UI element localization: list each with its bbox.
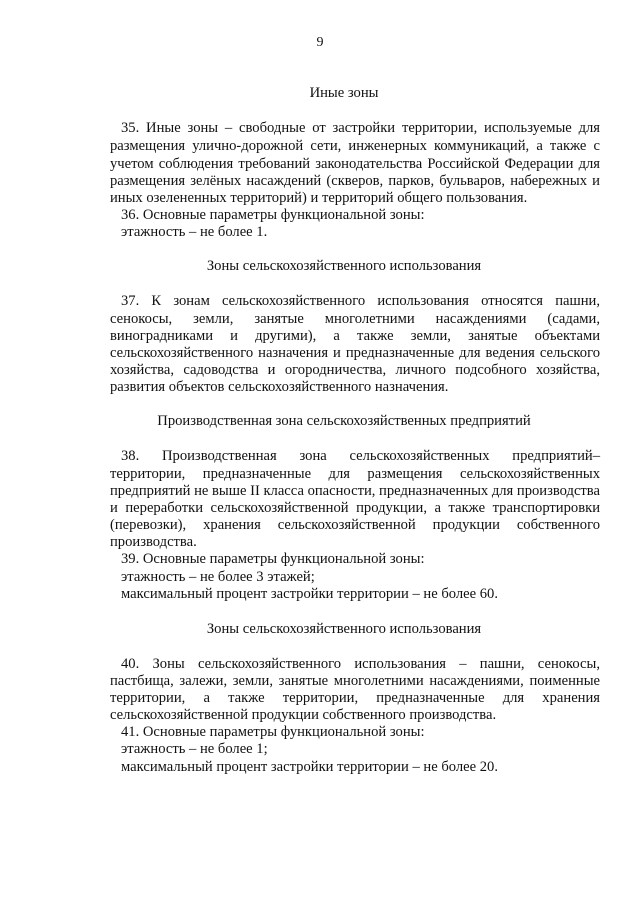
text-line: учетом соблюдения требований законодательства Российской Федерации для	[110, 156, 600, 172]
text-line: предприятий не выше II класса опасности, предназначенных для производства	[110, 483, 600, 499]
text-line: 38. Производственная зона сельскохозяйственных предприятий–	[121, 448, 600, 464]
text-line: максимальный процент застройки территории – не более 60.	[121, 586, 498, 602]
section-heading: Зоны сельскохозяйственного использования	[206, 621, 482, 637]
text-line: сельскохозяйственного назначения и предназначенные для ведения сельского	[110, 345, 600, 361]
text-line: максимальный процент застройки территории – не более 20.	[121, 759, 498, 775]
text-line: размещения улично-дорожной сети, инженерных коммуникаций, а также с	[110, 138, 600, 154]
text-line: 41. Основные параметры функциональной зоны:	[121, 724, 425, 740]
text-line: сенокосы, земли, занятые многолетними насаждениями (садами,	[110, 311, 600, 327]
text-line: 39. Основные параметры функциональной зоны:	[121, 551, 425, 567]
text-line: этажность – не более 1.	[121, 224, 268, 240]
text-line: развития объектов сельскохозяйственного назначения.	[110, 379, 449, 395]
section-heading: Зоны сельскохозяйственного использования	[206, 258, 482, 274]
text-line: этажность – не более 1;	[121, 741, 268, 757]
text-line: пастбища, залежи, земли, занятые многолетними насаждениями, поименные	[110, 673, 600, 689]
text-line: 37. К зонам сельскохозяйственного использования относятся пашни,	[121, 293, 600, 309]
text-line: производства.	[110, 534, 197, 550]
section-heading: Производственная зона сельскохозяйственных предприятий	[157, 413, 531, 429]
text-line: 40. Зоны сельскохозяйственного использования – пашни, сенокосы,	[121, 656, 600, 672]
text-line: (перевозки), хранения сельскохозяйственной продукции собственного	[110, 517, 600, 533]
text-line: сельскохозяйственной продукции собственного производства.	[110, 707, 497, 723]
text-line: размещения зелёных насаждений (скверов, парков, бульваров, набережных и	[110, 173, 600, 189]
text-line: хозяйства, садоводства и огородничества, личного подсобного хозяйства,	[110, 362, 600, 378]
text-line: этажность – не более 3 этажей;	[121, 569, 315, 585]
text-line: иных озелененных территорий) и территорий общего пользования.	[110, 190, 528, 206]
text-line: и переработки сельскохозяйственной продукции, а также транспортировки	[110, 500, 600, 516]
text-line: 35. Иные зоны – свободные от застройки территории, используемые для	[121, 120, 600, 136]
text-line: территории, а также территории, предназначенные для хранения	[110, 690, 600, 706]
text-line: 36. Основные параметры функциональной зоны:	[121, 207, 425, 223]
text-line: территории, предназначенные для размещения сельскохозяйственных	[110, 466, 600, 482]
section-heading: Иные зоны	[309, 85, 379, 101]
page-number: 9	[316, 35, 324, 50]
text-line: виноградниками и другими), а также земли, занятые объектами	[110, 328, 600, 344]
